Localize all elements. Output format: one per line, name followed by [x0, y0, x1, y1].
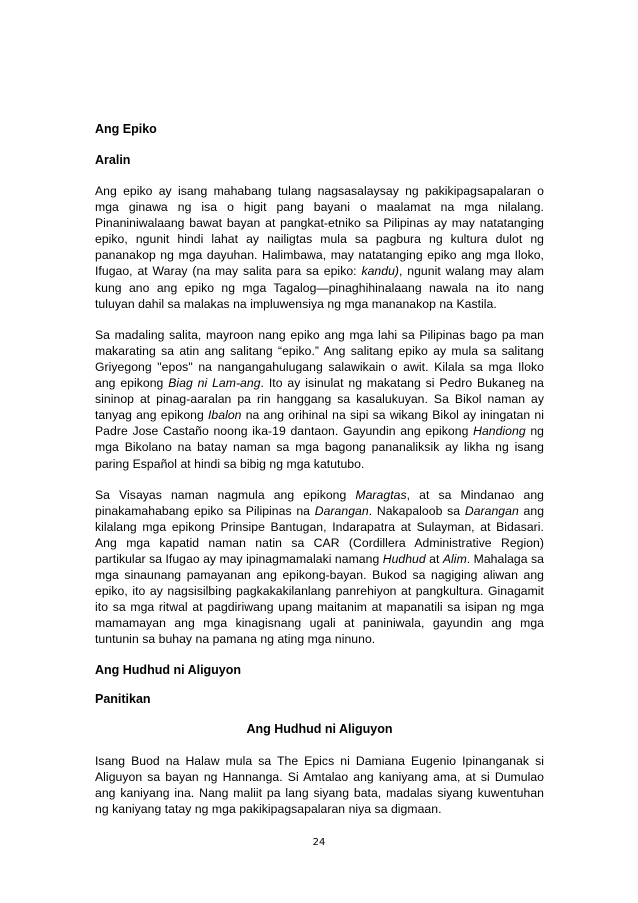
- paragraph-1: [95, 183, 544, 312]
- text-run: ang kilalang mga epikong Prinsipe Bantugan, Indarapatra at Sulayman, at Bidasari. Ang mga kapatid naman natin sa CAR (Cordillera Administrative Region) partikular sa Ifugao ay may ipinagmamalaki namang: [95, 503, 545, 566]
- text-run: . Nakapaloob sa: [368, 503, 465, 518]
- story-title: Ang Hudhud ni Aliguyon: [246, 721, 393, 736]
- heading-aralin: Aralin: [95, 153, 131, 167]
- document-page: [95, 122, 544, 832]
- heading-panitikan: Panitikan: [95, 691, 151, 706]
- text-run: . Ito ay isinulat ng makatang si Pedro Bukaneg na sininop at pinag-aaralan pa rin hanggang sa kasalukuyan. Sa Bikol naman ay tanyag ang epikong: [95, 376, 544, 423]
- text-run: Sa madaling salita, mayroon nang epiko ang mga lahi sa Pilipinas bago pa man makarating sa atin ang salitang “epiko.” Ang salitang epiko ay mula sa salitang Griyegong "epos" na nangangahulugang salawikain o awit. Kilala sa mga Iloko ang epikong: [95, 327, 544, 391]
- italic-text: Hudhud: [382, 551, 426, 566]
- text-run: . Mahalaga sa mga sinaunang pamayanan ang epikong-bayan. Bukod sa nagiging aliwan ang epiko, ito ay nagsisilbing pagkakakilanlang panrehiyon at pangkultura. Ginagamit ito sa mga ritwal at pagdiriwang upang maitanim at mapanatili sa isipan ng mga mamamayan ang mga kinagisnang ugali at paniniwala, gayundin ang mga tuntunin sa buhay na pamana ng ating mga ninuno.: [95, 551, 544, 647]
- text-run: at: [425, 551, 443, 566]
- text-run: , at sa Mindanao ang pinakamahabang epiko sa Pilipinas na: [95, 487, 544, 518]
- italic-text: Biag ni Lam-ang: [168, 376, 261, 391]
- paragraph-2: [95, 327, 544, 472]
- page-number: 24: [312, 837, 326, 848]
- paragraph-3: [95, 487, 544, 648]
- heading-hudhud: Ang Hudhud ni Aliguyon: [95, 662, 242, 677]
- text-run: na ang orihinal na sipi sa wikang Bikol ay iningatan ni Padre Jose Castaño noong ika-19 dantaon. Gayundin ang epikong: [95, 408, 544, 439]
- italic-text: Darangan: [314, 503, 369, 518]
- text-run: Isang Buod na Halaw mula sa The Epics ni Damiana Eugenio Ipinanganak si Aliguyon sa bayan ng Hannanga. Si Amtalao ang kaniyang ama, at si Dumulao ang kaniyang ina. Nang maliit pa lang siyang bata, madalas siyang kuwentuhan ng kaniyang tatay ng mga pakikipagsapalaran niya sa digmaan.: [95, 753, 544, 816]
- italic-text: Ibalon: [208, 408, 242, 423]
- italic-text: Alim: [442, 551, 467, 566]
- italic-text: kandu): [361, 264, 400, 279]
- italic-text: Maragtas: [355, 487, 407, 502]
- text-run: Sa Visayas naman nagmula ang epikong: [95, 487, 356, 502]
- text-run: Ang epiko ay isang mahabang tulang nagsasalaysay ng pakikipagsapalaran o mga ginawa ng isa o higit pang bayani o maalamat na mga nilalang. Pinaniniwalaang bawat bayan at pangkat-etniko sa Pilipinas ay may natatanging epiko, ngunit hindi lahat ay nailigtas mula sa pagbura ng kultura dulot ng pananakop ng mga dayuhan. Halimbawa, may natatanging epiko ang mga Iloko, Ifugao, at Waray (na may salita para sa epiko:: [95, 184, 544, 279]
- text-run: , ngunit walang may alam kung ano ang epiko ng mga Tagalog—pinaghihinalaang nawala na ito nang tuluyan dahil sa malakas na impluwensiya ng mga mananakop na Kastila.: [95, 264, 544, 311]
- italic-text: Handiong: [473, 424, 526, 439]
- text-run: ng mga Bikolano na batay naman sa mga bagong pananaliksik ay likha ng isang paring Español at hindi sa bibig ng mga katutubo.: [95, 424, 545, 471]
- heading-ang-epiko: Ang Epiko: [95, 122, 157, 136]
- italic-text: Darangan: [464, 503, 519, 518]
- paragraph-4: [95, 753, 544, 817]
